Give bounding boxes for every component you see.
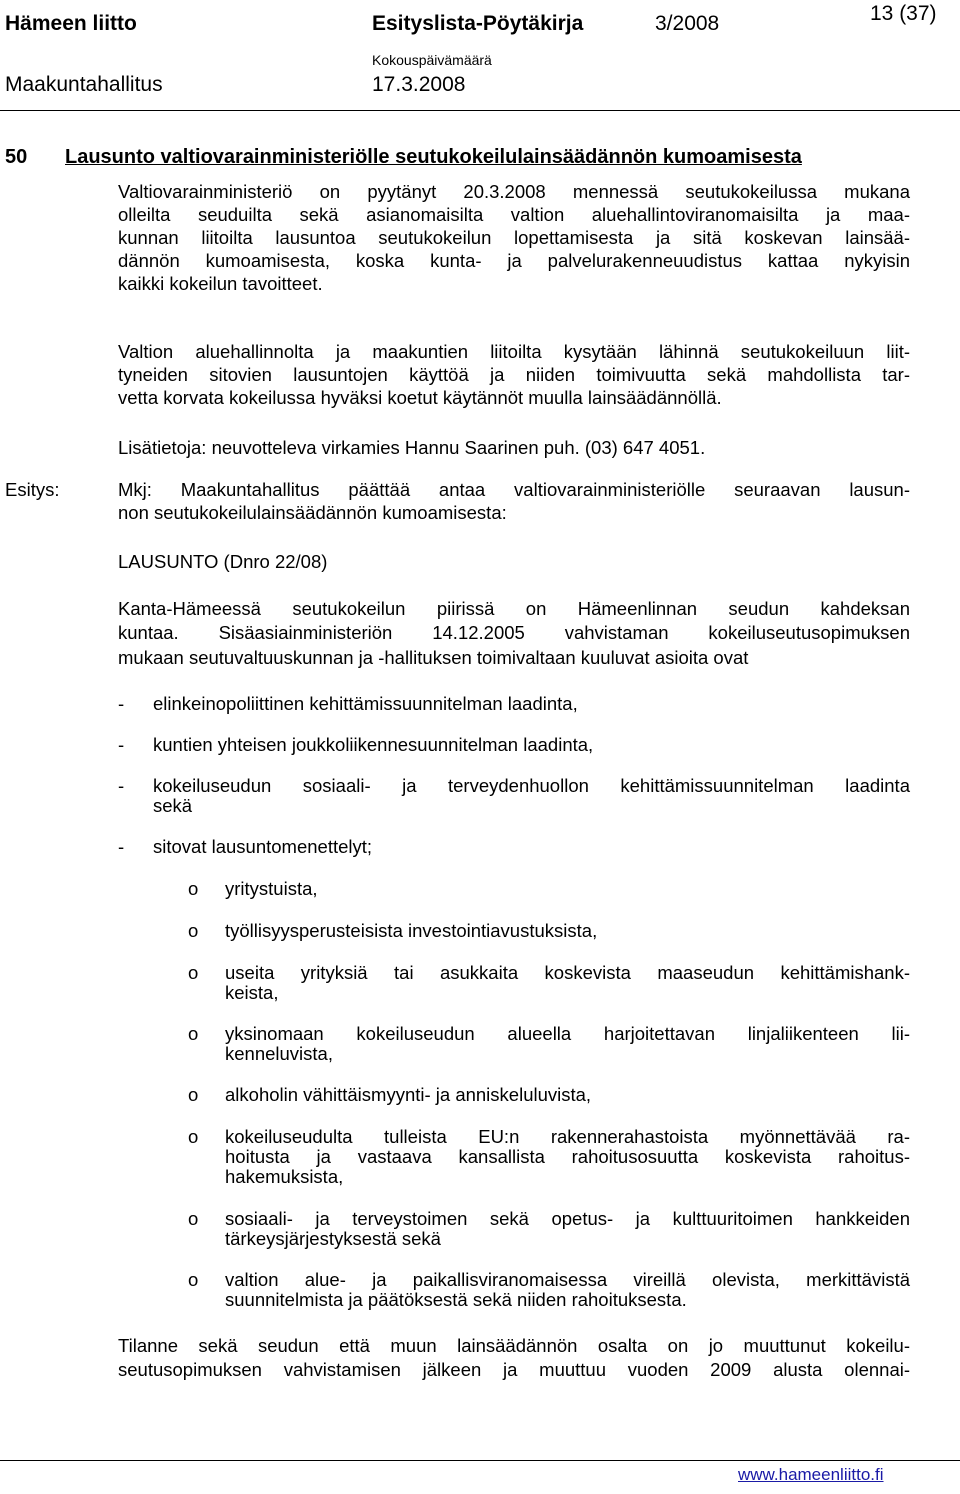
document-type: Esityslista-Pöytäkirja [372, 12, 584, 35]
governing-body: Maakuntahallitus [5, 73, 163, 96]
document-number: 3/2008 [655, 12, 720, 35]
sublist-item-continuation: tärkeysjärjestyksestä sekä [225, 1228, 441, 1249]
footer-divider [0, 1460, 960, 1461]
sublist-item: sosiaali- ja terveystoimen sekä opetus- ja kulttuuritoimen hankkeiden [225, 1208, 910, 1229]
header-divider [0, 110, 960, 111]
intro-line: olleilta seuduilta sekä asianomaisilta valtion aluehallintoviranomaisilta ja maa- [118, 204, 910, 225]
statement-title: LAUSUNTO (Dnro 22/08) [118, 551, 328, 572]
closing-line: seutusopimuksen vahvistamisen jälkeen ja muuttuu vuoden 2009 alusta olennai- [118, 1359, 910, 1380]
paragraph-line: tyneiden sitovien lausuntojen käyttöä ja niiden toimivuutta sekä mahdollista tar- [118, 364, 910, 385]
list-item: sitovat lausuntomenettelyt; [153, 836, 373, 857]
meeting-date-label: Kokouspäivämäärä [372, 52, 492, 68]
intro-line: dännön kumoamisesta, koska kunta- ja palvelurakenneuudistus kattaa nykyisin [118, 250, 910, 271]
sublist-item: yritystuista, [225, 878, 318, 899]
list-item-continuation: sekä [153, 795, 193, 816]
sublist-item: alkoholin vähittäismyynti- ja anniskeluluvista, [225, 1084, 592, 1105]
sublist-item: kokeiluseudulta tulleista EU:n rakennerahastoista myönnettävää ra- [225, 1126, 910, 1147]
sublist-item: valtion alue- ja paikallisviranomaisessa vireillä olevista, merkittävistä [225, 1269, 910, 1290]
proposal-line: Mkj: Maakuntahallitus päättää antaa valtiovarainministeriölle seuraavan lausun- [118, 479, 910, 500]
sublist-bullet: o [188, 1023, 199, 1044]
sublist-bullet: o [188, 920, 199, 941]
sublist-bullet: o [188, 1208, 199, 1229]
intro-line: kaikki kokeilun tavoitteet. [118, 273, 323, 294]
list-dash: - [118, 693, 125, 714]
closing-line: Tilanne sekä seudun että muun lainsäädännön osalta on jo muuttunut kokeilu- [118, 1335, 910, 1356]
sublist-item: yksinomaan kokeiluseudun alueella harjoitettavan linjaliikenteen lii- [225, 1023, 910, 1044]
section-title: Lausunto valtiovarainministeriölle seutukokeilulainsäädännön kumoamisesta [65, 146, 802, 168]
website-link[interactable]: www.hameenliitto.fi [738, 1465, 884, 1484]
statement-line: kuntaa. Sisäasiainministeriön 14.12.2005 vahvistaman kokeiluseutusopimuksen [118, 622, 910, 643]
sublist-item: työllisyysperusteisista investointiavustuksista, [225, 920, 598, 941]
intro-line: kunnan liitoilta lausuntoa seutukokeilun lopettamisesta ja sitä koskevan lainsää- [118, 227, 910, 248]
statement-line: mukaan seutuvaltuuskunnan ja -hallituksen toimivaltaan kuuluvat asioita ovat [118, 647, 749, 668]
section-heading [5, 146, 802, 169]
list-dash: - [118, 775, 125, 796]
list-item: kokeiluseudun sosiaali- ja terveydenhuollon kehittämissuunnitelman laadinta [153, 775, 910, 796]
page-number: 13 (37) [870, 2, 937, 25]
sublist-item-continuation: kenneluvista, [225, 1043, 333, 1064]
sublist-item-continuation: hakemuksista, [225, 1166, 344, 1187]
sublist-bullet: o [188, 878, 199, 899]
meeting-date: 17.3.2008 [372, 73, 466, 96]
sublist-item-continuation: keista, [225, 982, 279, 1003]
sublist-bullet: o [188, 962, 199, 983]
sublist-item: useita yrityksiä tai asukkaita koskevista maaseudun kehittämishank- [225, 962, 910, 983]
organization-name: Hämeen liitto [5, 12, 137, 35]
sublist-item-continuation: suunnitelmista ja päätöksestä sekä niiden rahoituksesta. [225, 1289, 687, 1310]
sublist-item-continuation: hoitusta ja vastaava kansallista rahoitusosuutta koskevista rahoitus- [225, 1146, 910, 1167]
contact-info: Lisätietoja: neuvotteleva virkamies Hannu Saarinen puh. (03) 647 4051. [118, 437, 706, 458]
proposal-label: Esitys: [5, 479, 60, 500]
statement-line: Kanta-Hämeessä seutukokeilun piirissä on Hämeenlinnan seudun kahdeksan [118, 598, 910, 619]
paragraph-line: Valtion aluehallinnolta ja maakuntien liitoilta kysytään lähinnä seutukokeiluun liit- [118, 341, 910, 362]
list-item: elinkeinopoliittinen kehittämissuunnitelman laadinta, [153, 693, 578, 714]
list-dash: - [118, 734, 125, 755]
intro-line: Valtiovarainministeriö on pyytänyt 20.3.2008 mennessä seutukokeilussa mukana [118, 181, 910, 202]
proposal-line: non seutukokeilulainsäädännön kumoamisesta: [118, 502, 507, 523]
sublist-bullet: o [188, 1269, 199, 1290]
list-dash: - [118, 836, 125, 857]
sublist-bullet: o [188, 1126, 199, 1147]
paragraph-line: vetta korvata kokeilussa hyväksi koetut käytännöt muulla lainsäädännöllä. [118, 387, 722, 408]
section-number: 50 [5, 146, 28, 168]
list-item: kuntien yhteisen joukkoliikennesuunnitelman laadinta, [153, 734, 594, 755]
sublist-bullet: o [188, 1084, 199, 1105]
